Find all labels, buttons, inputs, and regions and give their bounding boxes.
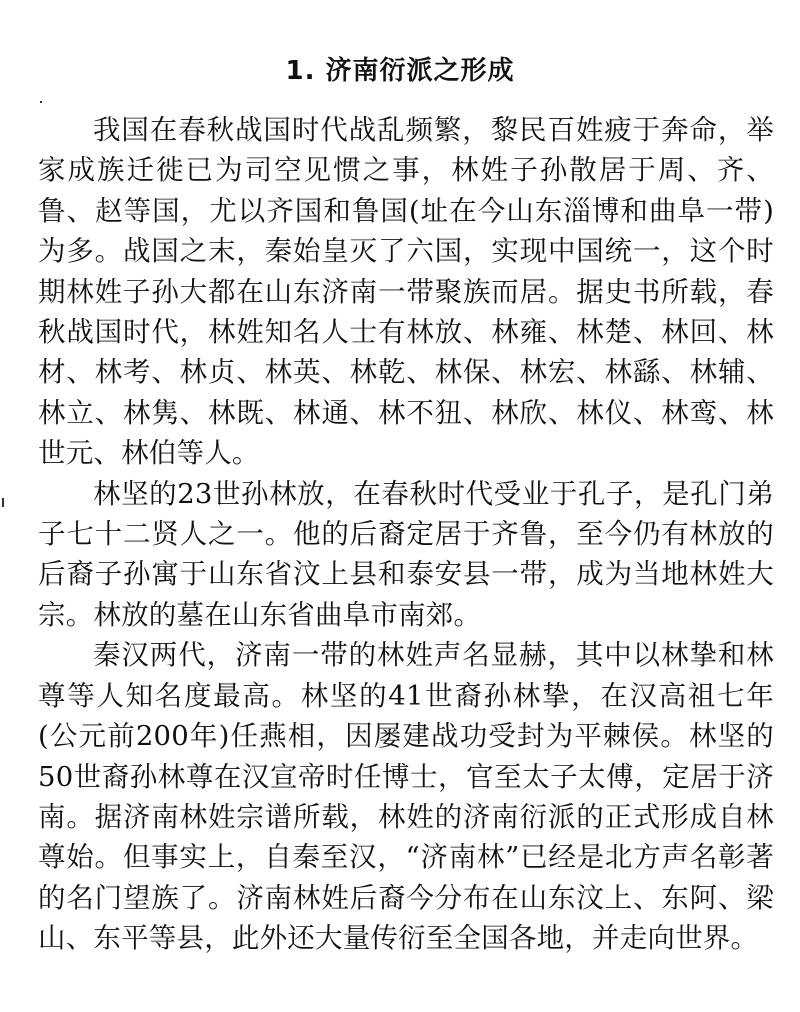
paragraph-2: 林坚的23世孙林放，在春秋时代受业于孔子，是孔门弟子七十二贤人之一。他的后裔定居于齐鲁，至今仍有林放的后裔子孙寓于山东省汶上县和泰安县一带，成为当地林姓大宗。林放的墓在山东省曲阜市南郊。 — [38, 477, 774, 631]
paragraph-1: 我国在春秋战国时代战乱频繁，黎民百姓疲于奔命，举家成族迁徙已为司空见惯之事，林姓子孙散居于周、齐、鲁、赵等国，尤以齐国和鲁国(址在今山东淄博和曲阜一带)为多。战国之末，秦始皇灭了六国，实现中国统一，这个时期林姓子孙大都在山东济南一带聚族而居。据史书所载，春秋战国时代，林姓知名人士有林放、林雍、林楚、林回、林材、林考、林贞、林英、林乾、林保、林宏、林繇、林辅、林立、林隽、林既、林通、林不狃、林欣、林仪、林鸾、林世元、林伯等人。 — [38, 114, 774, 470]
scan-speck — [40, 101, 42, 103]
paragraph-3: 秦汉两代，济南一带的林姓声名显赫，其中以林挚和林尊等人知名度最高。林坚的41世裔孙林挚，在汉高祖七年(公元前200年)任燕相，因屡建战功受封为平棘侯。林坚的50世裔孙林尊在汉宣帝时任博士，官至太子太傅，定居于济南。据济南林姓宗谱所载，林姓的济南衍派的正式形成自林尊始。但事实上，自秦至汉，“济南林”已经是北方声名彰著的名门望族了。济南林姓后裔今分布在山东汶上、东阿、梁山、东平等县，此外还大量传衍至全国各地，并走向世界。 — [38, 639, 774, 955]
section-title: 1. 济南衍派之形成 — [285, 56, 515, 86]
scan-speck — [2, 498, 4, 507]
body-text — [38, 110, 774, 959]
